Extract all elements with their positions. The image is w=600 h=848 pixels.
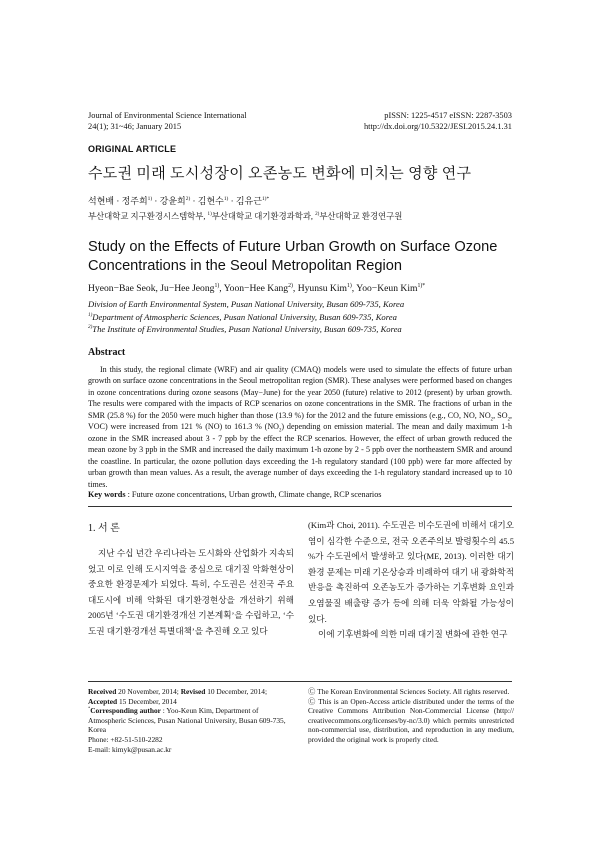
korean-aff-1: 부산대학교 지구환경시스템학부,	[88, 212, 208, 221]
abstract-so2-sub: 2	[507, 417, 510, 423]
body-right-column	[308, 518, 514, 643]
journal-name: Journal of Environmental Science International	[88, 111, 247, 120]
received-label: Received	[88, 687, 117, 696]
doi-link[interactable]: http://dx.doi.org/10.5322/JESI.2015.24.1.31	[363, 122, 512, 131]
korean-author-3-mark: 1)	[223, 196, 229, 202]
english-author-1: Hyeon−Bae Seok, Ju−Hee Jeong	[88, 283, 215, 294]
english-aff-2-line	[88, 311, 404, 324]
english-author-2-mark: 2)	[288, 282, 293, 289]
abstract-part-4: ) depending on emission material. The mean and daily maximum 1-h ozone in the SMR increased about 3 - 7 ppb by the effect the RCP scenarios. However, the effect of urban growth reduced the mean ozone by 3 ppb in the SMR and increased the daily maximum 1-h ozone by 2 - 5 ppb over the northeastern SMR and around the coastline. In particular, the ozone pollution days exceeding the 1-h regulatory standard (100 ppb) were far more affected by urban growth than mean values. As a result, the average number of days exceeding the 1-h regulatory standard increased up to 10 times.	[88, 422, 512, 489]
abstract-no2-sub: 2	[490, 417, 494, 423]
corresponding-author	[88, 706, 294, 735]
korean-title: 수도권 미래 도시성장이 오존농도 변화에 미치는 영향 연구	[88, 166, 472, 182]
issn-info	[364, 110, 512, 132]
korean-aff-2: 부산대학교 대기환경과학과,	[211, 212, 316, 221]
korean-author-1-mark: 1)	[147, 196, 153, 202]
korean-author-1: 석현배 · 정주희	[88, 196, 148, 206]
copyright-line: Ⓒ The Korean Environmental Sciences Society. All rights reserved.	[308, 687, 510, 696]
email[interactable]: E-mail: kimyk@pusan.ac.kr	[88, 744, 172, 754]
journal-issue: 24(1); 31~46; January 2015	[88, 122, 182, 131]
keywords	[88, 490, 381, 499]
received-date: 20 November, 2014;	[116, 687, 181, 696]
footnote-right	[308, 687, 514, 745]
body-left-column	[88, 546, 294, 640]
english-author-4: , Yoo−Keun Kim	[351, 283, 418, 294]
abstract-part-2: , SO	[493, 410, 508, 420]
dates-line-1	[88, 687, 294, 697]
body-right-paragraph-2: 이에 기후변화에 의한 미래 대기질 변화에 관한 연구	[318, 629, 508, 640]
english-author-2: , Yoon−Hee Kang	[219, 283, 289, 294]
keywords-label: Key words	[88, 490, 126, 499]
footnote-left	[88, 687, 294, 754]
license-text: Ⓒ This is an Open-Access article distributed under the terms of the Creative Commons Attribution Non-Commercial License (http:// creativecommons.org/licenses/by-nc/3.0) which permits unrestricted non-commercial use, distribution, and reproduction in any medium, provided the original work is properly cited.	[308, 696, 514, 744]
english-aff-1: Division of Earth Environmental System, Pusan National University, Busan 609-735, Korea	[88, 299, 405, 309]
korean-affiliations	[88, 210, 402, 222]
journal-info	[88, 110, 247, 132]
abstract-no2-sub-2: 2	[278, 428, 282, 434]
english-author-4-mark: 1)*	[417, 282, 426, 289]
corresponding-label: Corresponding author	[90, 706, 161, 716]
revised-date: 10 December, 2014;	[205, 687, 268, 696]
english-aff-3-line	[88, 323, 404, 336]
english-author-3-mark: 1)	[347, 282, 352, 289]
english-author-1-mark: 1)	[214, 282, 220, 289]
korean-author-2-mark: 2)	[185, 196, 191, 202]
english-aff-2: Department of Atmospheric Sciences, Pusan National University, Busan 609-735, Korea	[92, 311, 397, 322]
korean-authors	[88, 194, 269, 207]
accepted-date: 15 December, 2014	[117, 696, 177, 706]
english-aff-2-mark: 1)	[88, 311, 93, 318]
abstract-heading: Abstract	[88, 347, 126, 358]
abstract-part-3: , VOC) were increased from 121 % (NO) to 161.3 % (NO	[88, 410, 513, 432]
korean-author-4-mark: 1)*	[261, 196, 270, 202]
abstract-part-1: In this study, the regional climate (WRF) and air quality (CMAQ) models were used to simulate the effects of future urban growth on surface ozone concentrations in the Seoul metropolitan region (SMR). These analyses were performed based on changes in ozone concentrations during ozone seasons (May−June) for the year 2050 (future) relative to 2012 (present) by urban growth. The results were compared with the impacts of RCP scenarios on ozone concentrations in the SMR. The fractions of urban in the SMR (25.8 %) for the 2050 were much higher than those (13.9 %) for the 2012 and the future emissions (e.g., CO, NO, NO	[88, 365, 512, 420]
english-title: Study on the Effects of Future Urban Growth on Surface Ozone Concentrations in the Seoul Metropolitan Region	[88, 239, 498, 274]
korean-author-2: · 강윤희	[152, 196, 186, 206]
korean-aff-3-mark: 2)	[315, 212, 320, 218]
divider	[88, 506, 512, 507]
accepted-label: Accepted	[88, 696, 118, 706]
article-type: ORIGINAL ARTICLE	[88, 144, 177, 154]
english-aff-3-mark: 2)	[88, 324, 93, 331]
revised-label: Revised	[180, 687, 206, 696]
dates-line-2	[88, 697, 294, 707]
body-right-paragraph-1: (Kim과 Choi, 2011). 수도권은 비수도권에 비해서 대기오염이 심각한 수준으로, 전국 오존주의보 발령횟수의 45.5 %가 수도권에서 발생하고 있다(ME, 2013). 이러한 대기환경 문제는 미래 기온상승과 비례하여 대기 내 광화학적 반응을 촉진하여 오존농도가 증가하는 기후변화 요인과 오염물질 배출량 증가 등에 의해 더욱 악화될 가능성이 있다.	[308, 520, 514, 624]
phone: Phone: +82-51-510-2282	[88, 734, 163, 744]
issn-numbers: pISSN: 1225-4517 eISSN: 2287-3503	[384, 111, 512, 120]
english-affiliations	[88, 298, 404, 336]
body-left-paragraph: 지난 수십 년간 우리나라는 도시화와 산업화가 지속되었고 이로 인해 도시지역을 중심으로 대기질 악화현상이 중요한 환경문제가 되었다. 특히, 수도권은 선진국 주요 대도시에 비해 악화된 대기환경현상을 개선하기 위해 2005년 ‘수도권 대기환경개선 기본계획’을 수립하고, ‘수도권 대기환경개선 특별대책’을 추진해 오고 있다	[88, 548, 294, 636]
footnote-divider	[88, 681, 512, 682]
english-author-3: , Hyunsu Kim	[292, 283, 347, 294]
corresponding-mark: *	[88, 705, 91, 711]
section-heading: 1. 서 론	[88, 523, 120, 534]
abstract-text	[88, 364, 512, 490]
english-authors	[88, 283, 425, 294]
korean-author-3: · 김현수	[190, 196, 224, 206]
keywords-text: : Future ozone concentrations, Urban growth, Climate change, RCP scenarios	[125, 490, 382, 499]
corresponding-text: : Yoo-Keun Kim, Department of Atmospheric Sciences, Pusan National University, Busan 609-735, Korea	[88, 706, 286, 735]
english-aff-3: The Institute of Environmental Studies, Pusan National University, Busan 609-735, Korea	[92, 324, 402, 334]
korean-aff-2-mark: 1)	[207, 212, 212, 218]
korean-author-4: · 김유근	[228, 196, 262, 206]
korean-aff-3: 부산대학교 환경연구원	[319, 212, 403, 221]
